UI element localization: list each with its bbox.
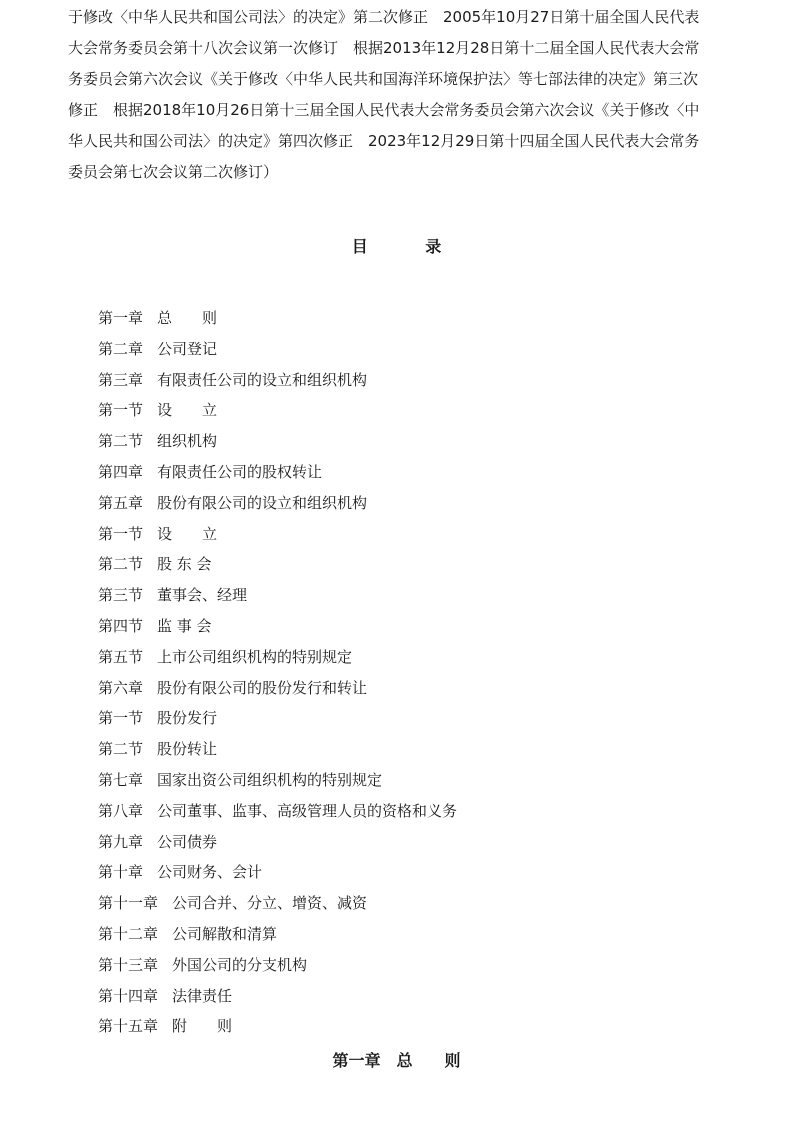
toc-item <box>98 734 457 765</box>
toc-item-number: 第四章 <box>98 462 144 481</box>
toc-item-number: 第二章 <box>98 339 144 358</box>
toc-item-title: 国家出资公司组织机构的特别规定 <box>157 770 383 789</box>
toc-item <box>98 457 457 488</box>
toc-item <box>98 488 457 519</box>
toc-item-number: 第二节 <box>98 555 144 574</box>
toc-item-title: 法律责任 <box>172 986 233 1005</box>
toc-item <box>98 981 457 1012</box>
toc-item-number: 第一节 <box>98 709 144 728</box>
toc-item-title: 附 则 <box>172 1017 233 1036</box>
revision-history-line: 大会常务委员会第十八次会议第一次修订 根据2013年12月28日第十二届全国人民代表大会常 <box>68 39 700 57</box>
revision-history-line: 于修改〈中华人民共和国公司法〉的决定》第二次修正 2005年10月27日第十届全国人民代表 <box>68 8 700 26</box>
toc-item <box>98 673 457 704</box>
law-revision-history <box>68 2 728 188</box>
revision-history-line: 修正 根据2018年10月26日第十三届全国人民代表大会常务委员会第六次会议《关于修改〈中 <box>68 101 700 119</box>
toc-item <box>98 519 457 550</box>
toc-item <box>98 1011 457 1042</box>
toc-item-title: 公司董事、监事、高级管理人员的资格和义务 <box>157 801 458 820</box>
toc-item-number: 第五章 <box>98 493 144 512</box>
revision-history-line: 委员会第七次会议第二次修订） <box>68 163 279 181</box>
revision-history-line: 务委员会第六次会议《关于修改〈中华人民共和国海洋环境保护法〉等七部法律的决定》第三次 <box>68 70 699 88</box>
toc-item-number: 第十一章 <box>98 894 159 913</box>
toc-item <box>98 950 457 981</box>
toc-item-title: 股份转让 <box>157 740 218 759</box>
toc-item <box>98 919 457 950</box>
toc-item-title: 上市公司组织机构的特别规定 <box>157 647 353 666</box>
toc-item <box>98 426 457 457</box>
toc-item-number: 第二节 <box>98 432 144 451</box>
toc-item <box>98 703 457 734</box>
toc-item-title: 董事会、经理 <box>157 586 248 605</box>
toc-item-title: 公司解散和清算 <box>172 924 278 943</box>
toc-item-number: 第十四章 <box>98 986 159 1005</box>
toc-item-title: 股份有限公司的设立和组织机构 <box>157 493 368 512</box>
toc-item <box>98 303 457 334</box>
toc-item-number: 第一节 <box>98 401 144 420</box>
toc-item-number: 第四节 <box>98 616 144 635</box>
revision-history-line: 华人民共和国公司法〉的决定》第四次修正 2023年12月29日第十四届全国人民代表大会常务 <box>68 132 700 150</box>
toc-item-title: 监 事 会 <box>157 616 212 635</box>
toc-item <box>98 857 457 888</box>
chapter-heading: 第一章 总 则 <box>332 1051 461 1070</box>
toc-item-title: 公司登记 <box>157 339 218 358</box>
toc-item <box>98 611 457 642</box>
toc-item-number: 第一章 <box>98 309 144 327</box>
toc-item <box>98 365 457 396</box>
toc-item <box>98 580 457 611</box>
toc-item-title: 组织机构 <box>157 432 218 451</box>
toc-item-title: 设 立 <box>157 524 218 543</box>
toc-item <box>98 642 457 673</box>
toc-item-title: 公司财务、会计 <box>157 863 263 882</box>
toc-item-number: 第六章 <box>98 678 144 697</box>
toc-item-title: 股 东 会 <box>157 555 212 574</box>
toc-item-title: 有限责任公司的股权转让 <box>157 462 323 481</box>
toc-item <box>98 796 457 827</box>
table-of-contents <box>98 303 457 1042</box>
toc-item-title: 总 则 <box>157 309 218 327</box>
toc-item-number: 第三章 <box>98 370 144 389</box>
toc-item-number: 第七章 <box>98 770 144 789</box>
toc-item-title: 设 立 <box>157 401 218 420</box>
toc-title: 目 录 <box>351 237 468 256</box>
toc-item-number: 第一节 <box>98 524 144 543</box>
toc-item-title: 有限责任公司的设立和组织机构 <box>157 370 368 389</box>
toc-item-number: 第十章 <box>98 863 144 882</box>
toc-item-number: 第三节 <box>98 586 144 605</box>
toc-item-number: 第五节 <box>98 647 144 666</box>
toc-item <box>98 395 457 426</box>
toc-item-number: 第九章 <box>98 832 144 851</box>
toc-item <box>98 549 457 580</box>
toc-item <box>98 334 457 365</box>
toc-item-number: 第十五章 <box>98 1017 159 1036</box>
toc-item-title: 外国公司的分支机构 <box>172 955 308 974</box>
toc-item-number: 第十二章 <box>98 924 159 943</box>
toc-item <box>98 888 457 919</box>
toc-item-number: 第十三章 <box>98 955 159 974</box>
toc-item-title: 公司债券 <box>157 832 218 851</box>
toc-item-title: 股份发行 <box>157 709 218 728</box>
toc-item-title: 股份有限公司的股份发行和转让 <box>157 678 368 697</box>
toc-item-number: 第八章 <box>98 801 144 820</box>
toc-item <box>98 765 457 796</box>
toc-item-title: 公司合并、分立、增资、减资 <box>172 894 368 913</box>
toc-item <box>98 827 457 858</box>
toc-item-number: 第二节 <box>98 740 144 759</box>
